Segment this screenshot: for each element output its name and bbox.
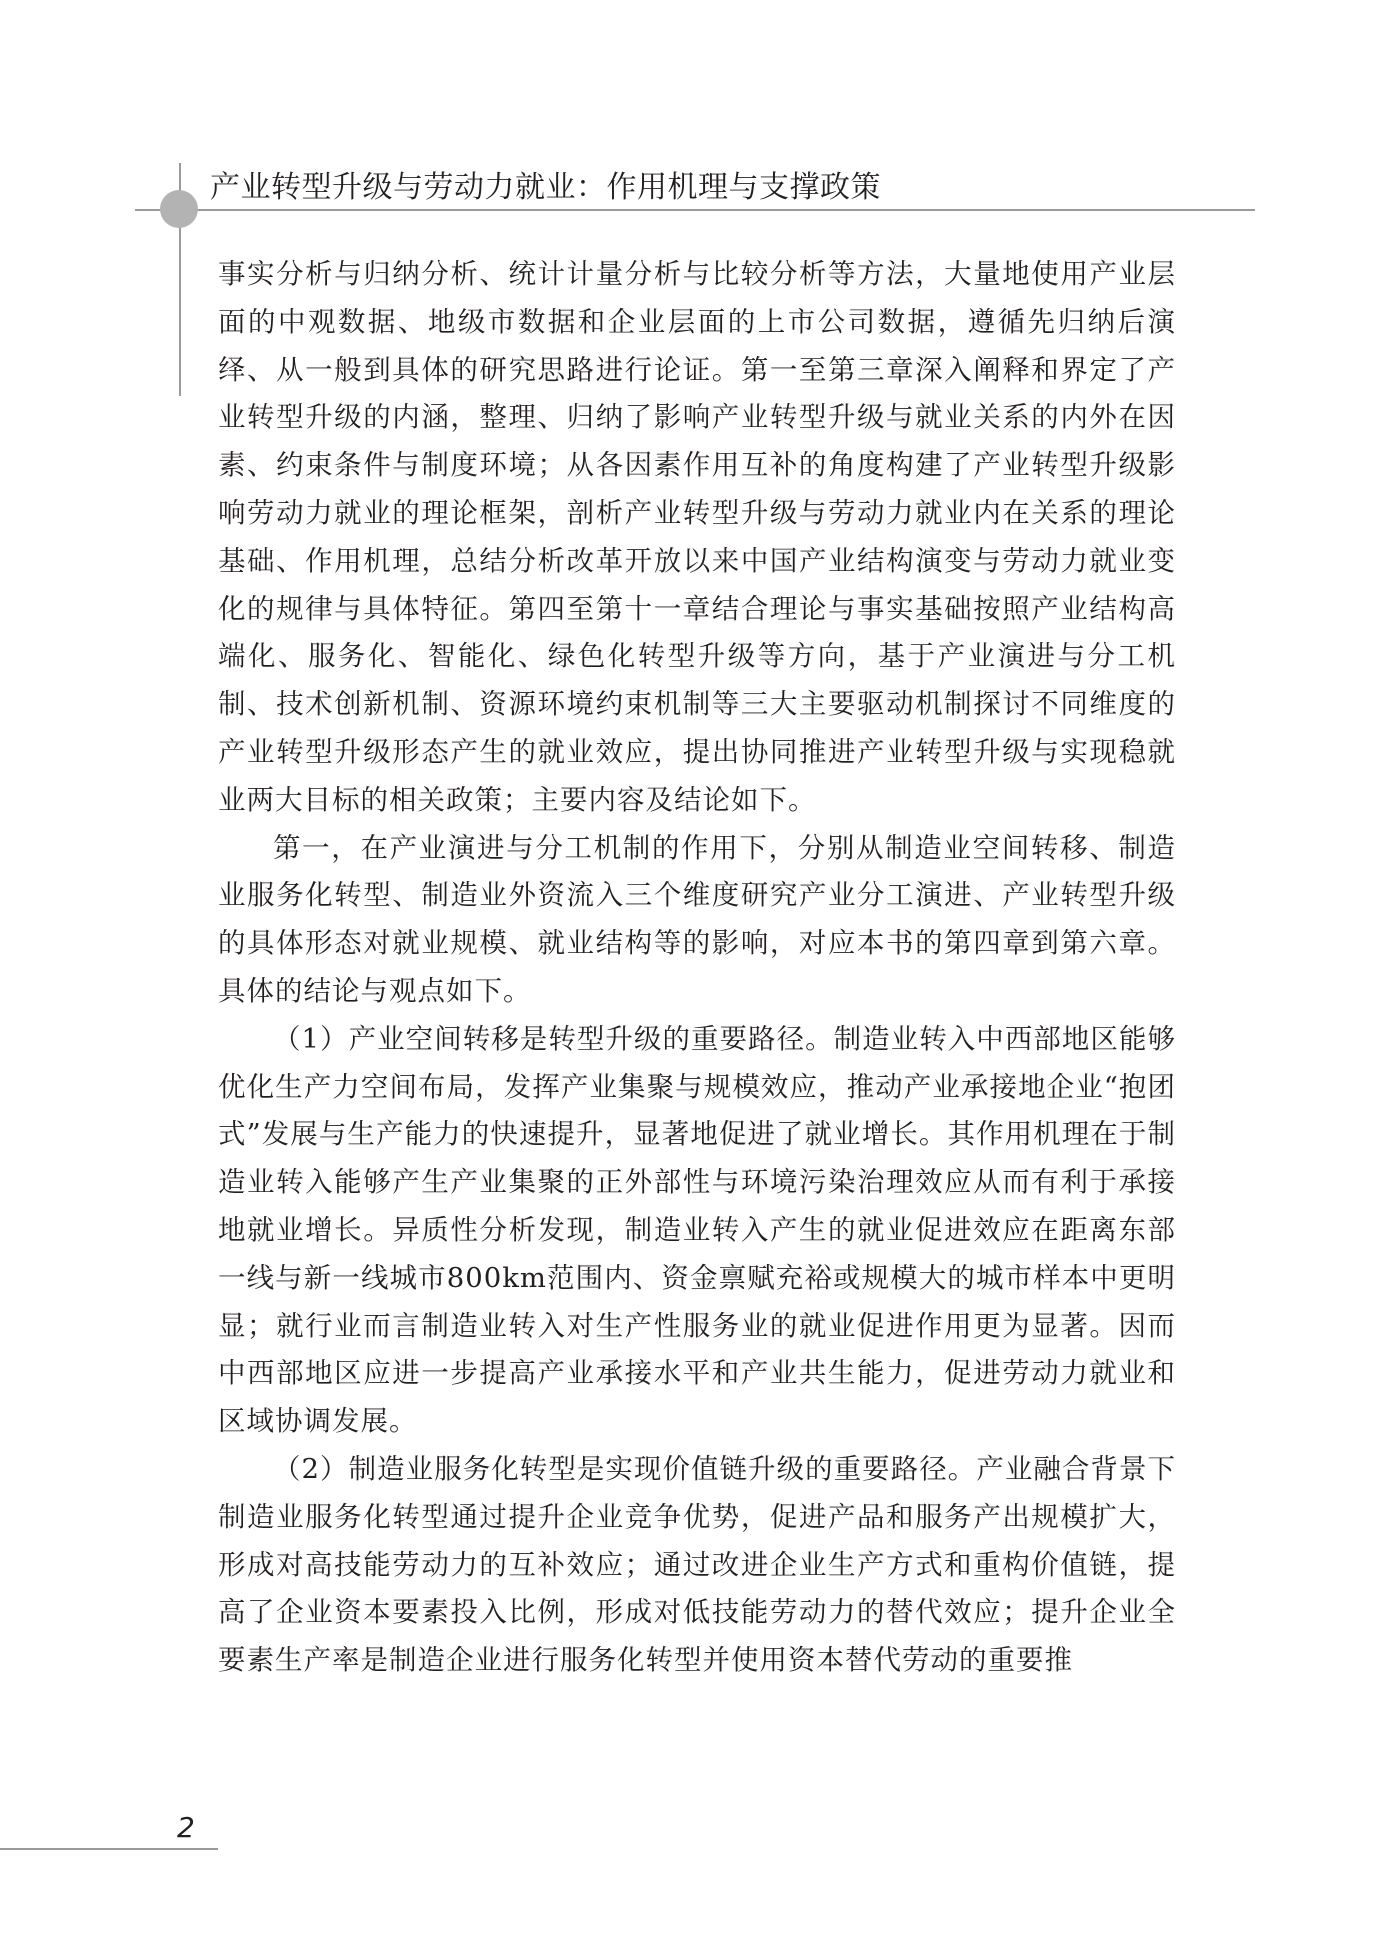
body-text [218,251,1176,1685]
header-circle-ornament [160,190,198,228]
running-header-title: 产业转型升级与劳动力就业：作用机理与支撑政策 [210,170,881,205]
paragraph: （2）制造业服务化转型是实现价值链升级的重要路径。产业融合背景下制造业服务化转型通过提升企业竞争优势，促进产品和服务产出规模扩大，形成对高技能劳动力的互补效应；通过改进企业生产方式和重构价值链，提高了企业资本要素投入比例，形成对低技能劳动力的替代效应；提升企业全要素生产率是制造企业进行服务化转型并使用资本替代劳动的重要推 [218,1452,1176,1677]
paragraph: （1）产业空间转移是转型升级的重要路径。制造业转入中西部地区能够优化生产力空间布局，发挥产业集聚与规模效应，推动产业承接地企业“抱团式”发展与生产能力的快速提升，显著地促进了就业增长。其作用机理在于制造业转入能够产生产业集聚的正外部性与环境污染治理效应从而有利于承接地就业增长。异质性分析发现，制造业转入产生的就业促进效应在距离东部一线与新一线城市800km范围内、资金禀赋充裕或规模大的城市样本中更明显；就行业而言制造业转入对生产性服务业的就业促进作用更为显著。因而中西部地区应进一步提高产业承接水平和产业共生能力，促进劳动力就业和区域协调发展。 [218,1022,1176,1438]
paragraph: 第一，在产业演进与分工机制的作用下，分别从制造业空间转移、制造业服务化转型、制造业外资流入三个维度研究产业分工演进、产业转型升级的具体形态对就业规模、就业结构等的影响，对应本书的第四章到第六章。具体的结论与观点如下。 [218,831,1176,1007]
header-horizontal-rule [135,209,1255,211]
footer-rule [0,1848,218,1850]
page-number: 2 [177,1811,195,1844]
paragraph-continued: 事实分析与归纳分析、统计计量分析与比较分析等方法，大量地使用产业层面的中观数据、地级市数据和企业层面的上市公司数据，遵循先归纳后演绎、从一般到具体的研究思路进行论证。第一至第三章深入阐释和界定了产业转型升级的内涵，整理、归纳了影响产业转型升级与就业关系的内外在因素、约束条件与制度环境；从各因素作用互补的角度构建了产业转型升级影响劳动力就业的理论框架，剖析产业转型升级与劳动力就业内在关系的理论基础、作用机理，总结分析改革开放以来中国产业结构演变与劳动力就业变化的规律与具体特征。第四至第十一章结合理论与事实基础按照产业结构高端化、服务化、智能化、绿色化转型升级等方向，基于产业演进与分工机制、技术创新机制、资源环境约束机制等三大主要驱动机制探讨不同维度的产业转型升级形态产生的就业效应，提出协同推进产业转型升级与实现稳就业两大目标的相关政策；主要内容及结论如下。 [218,258,1176,816]
